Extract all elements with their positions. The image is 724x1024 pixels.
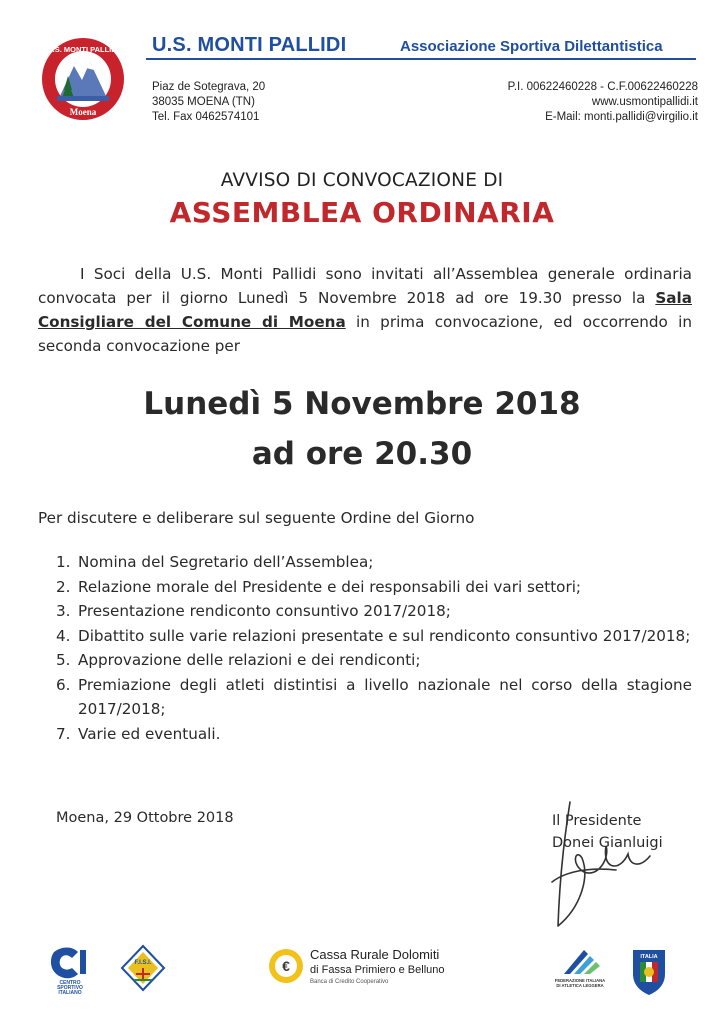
notice-title: AVVISO DI CONVOCAZIONE DI — [220, 170, 504, 191]
svg-text:F.I.S.I.: F.I.S.I. — [134, 960, 152, 966]
svg-text:di Fassa Primiero e Belluno: di Fassa Primiero e Belluno — [310, 964, 445, 976]
svg-text:Moena: Moena — [69, 107, 97, 117]
intro-text-end: in prima convocazione, ed occorrendo in seconda convocazione per — [38, 313, 692, 355]
president-block — [552, 810, 663, 854]
place-date: Moena, 29 Ottobre 2018 — [56, 810, 234, 826]
agenda-item: 7. Varie ed eventuali. — [56, 724, 221, 743]
president-name: Donei Gianluigi — [552, 835, 663, 851]
monti-pallidi-logo — [40, 36, 126, 122]
fisi-logo — [120, 944, 166, 992]
svg-text:€: € — [282, 958, 290, 974]
svg-text:CENTRO: CENTRO — [59, 980, 81, 986]
agenda-item: 6. Premiazione degli atleti distintisi a livello nazionale nel corso della stagione 2017/2018; — [56, 675, 692, 718]
intro-text: I Soci della U.S. Monti Pallidi sono invitati all’Assemblea generale ordinaria convocata per il giorno Lunedì 5 Novembre 2018 ad ore 19.30 presso la — [38, 265, 692, 307]
email-line[interactable]: E-Mail: monti.pallidi@virgilio.it — [545, 111, 698, 123]
intro-paragraph — [38, 262, 692, 358]
agenda-item: 5. Approvazione delle relazioni e dei rendiconti; — [56, 651, 421, 669]
website-link[interactable]: www.usmontipallidi.it — [591, 96, 698, 108]
meeting-time: ad ore 20.30 — [251, 436, 473, 472]
agenda-item: 2. Relazione morale del Presidente e dei responsabili dei vari settori; — [56, 577, 582, 596]
agenda-list — [56, 550, 692, 746]
svg-text:ITALIANO: ITALIANO — [58, 990, 82, 994]
vat-line: P.I. 00622460228 - C.F.00622460228 — [507, 81, 698, 93]
venue-name: Sala Consigliare del Comune di Moena — [38, 289, 693, 331]
notice-subtitle: ASSEMBLEA ORDINARIA — [169, 196, 555, 229]
agenda-intro: Per discutere e deliberare sul seguente Ordine del Giorno — [38, 509, 475, 527]
president-role: Il Presidente — [552, 813, 642, 829]
address-block — [152, 80, 265, 125]
agenda-item: 1. Nomina del Segretario dell’Assemblea; — [56, 553, 374, 571]
header-rule — [146, 58, 696, 60]
cassa-rurale-logo — [266, 944, 446, 988]
fidal-logo — [554, 944, 606, 992]
agenda-item: 4. Dibattito sulle varie relazioni presentate e sul rendiconto consuntivo 2017/2018; — [56, 626, 691, 645]
meeting-date: Lunedì 5 Novembre 2018 — [143, 386, 581, 422]
address-line: Tel. Fax 0462574101 — [152, 111, 260, 123]
svg-text:Banca di Credito Cooperativo: Banca di Credito Cooperativo — [310, 979, 389, 985]
svg-text:DI ATLETICA LEGGERA: DI ATLETICA LEGGERA — [556, 983, 604, 988]
agenda-item: 3. Presentazione rendiconto consuntivo 2017/2018; — [56, 602, 451, 620]
address-line: Piaz de Sotegrava, 20 — [152, 81, 266, 93]
svg-text:SPORTIVO: SPORTIVO — [57, 985, 83, 991]
svg-text:Cassa Rurale Dolomiti: Cassa Rurale Dolomiti — [310, 947, 440, 962]
svg-text:U.S. MONTI PALLIDI: U.S. MONTI PALLIDI — [47, 45, 119, 54]
figc-logo — [630, 944, 668, 996]
svg-text:ITALIA: ITALIA — [640, 954, 658, 960]
svg-text:FEDERAZIONE ITALIANA: FEDERAZIONE ITALIANA — [554, 978, 606, 983]
fiscal-block — [508, 80, 698, 125]
csi-logo — [48, 944, 92, 994]
org-name: U.S. MONTI PALLIDI — [152, 34, 347, 56]
address-line: 38035 MOENA (TN) — [152, 96, 255, 108]
org-subtitle: Associazione Sportiva Dilettantistica — [400, 38, 663, 55]
